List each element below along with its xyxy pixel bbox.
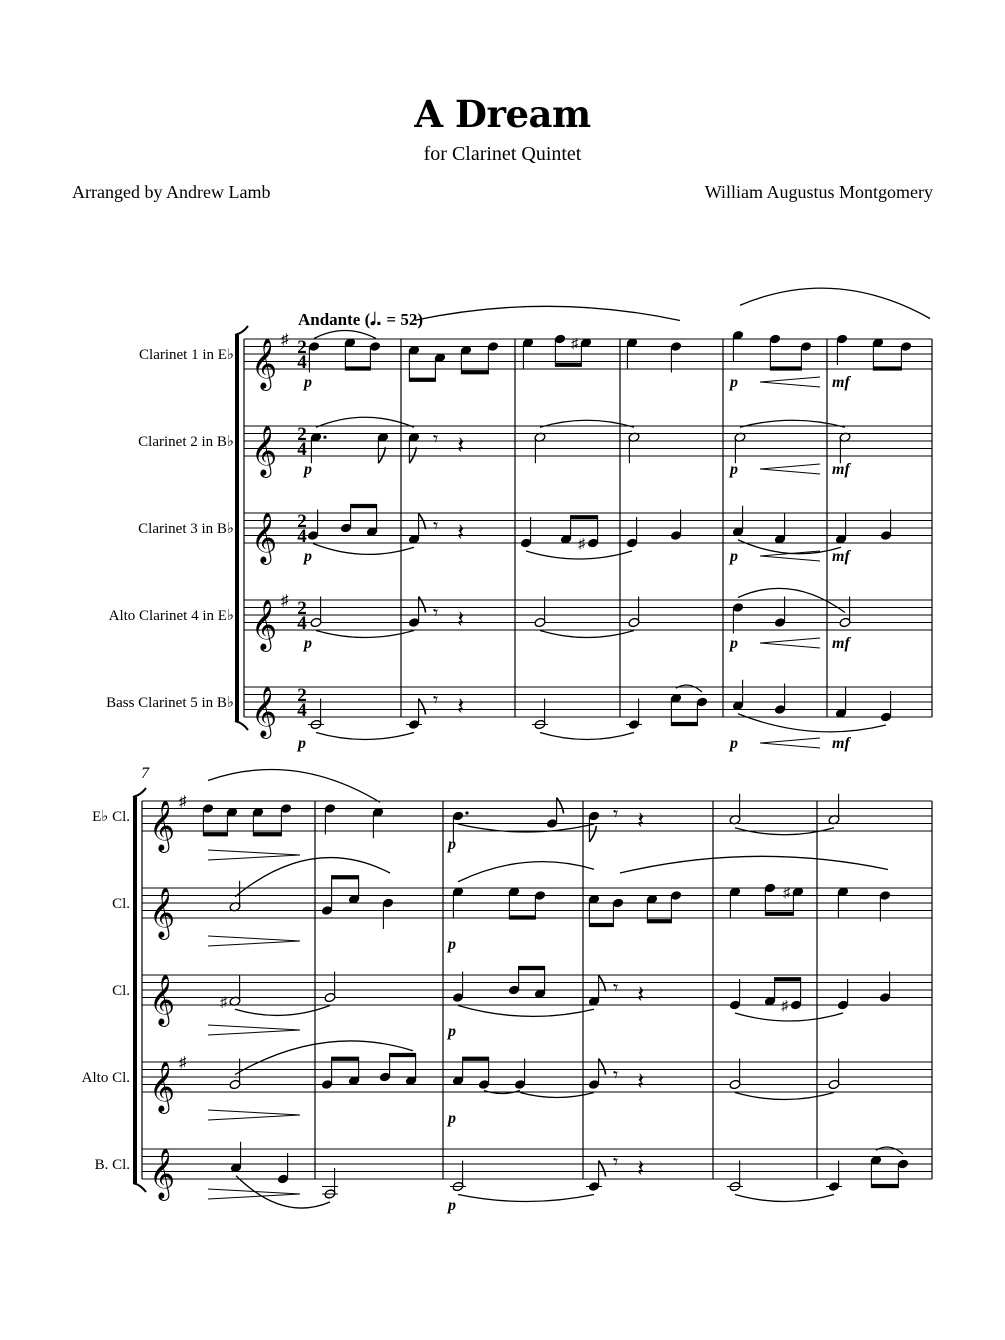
note bbox=[310, 432, 327, 463]
dotted-half-note-symbol: 𝅗𝅥. bbox=[370, 310, 383, 330]
slur bbox=[876, 1147, 903, 1154]
note bbox=[308, 341, 320, 372]
dynamic-p: p bbox=[448, 1197, 456, 1214]
note bbox=[324, 972, 336, 1003]
key-sharp-icon: ♯ bbox=[281, 332, 289, 348]
dot bbox=[465, 811, 468, 814]
tempo-marking bbox=[298, 310, 423, 330]
treble-clef-icon: 𝄞 bbox=[251, 339, 278, 388]
note bbox=[774, 684, 786, 715]
treble-clef-icon: 𝄞 bbox=[149, 975, 176, 1024]
note bbox=[520, 517, 532, 548]
eighth-rest-icon: 𝄾 bbox=[433, 515, 439, 538]
piece-title: A Dream bbox=[414, 92, 591, 136]
dynamic-p: p bbox=[730, 461, 738, 478]
dynamic-mf: mf bbox=[832, 461, 850, 478]
note bbox=[372, 807, 384, 838]
treble-clef-icon: 𝄞 bbox=[251, 600, 278, 649]
note bbox=[534, 432, 546, 463]
key-sharp-icon: ♯ bbox=[179, 794, 187, 810]
quarter-rest-icon: 𝄽 bbox=[637, 1069, 645, 1095]
time-signature-denominator: 4 bbox=[297, 526, 307, 547]
eighth-rest-icon: 𝄾 bbox=[613, 803, 619, 826]
beamed-pair bbox=[332, 875, 359, 910]
flag bbox=[599, 1161, 606, 1177]
note bbox=[522, 338, 534, 369]
note bbox=[732, 680, 744, 711]
dynamic-p: p bbox=[448, 936, 456, 953]
flag bbox=[419, 513, 426, 529]
slur bbox=[458, 1195, 594, 1202]
instrument-name: Clarinet 3 in B♭ bbox=[138, 521, 234, 537]
bracket-top bbox=[133, 788, 146, 797]
dynamic-mf: mf bbox=[832, 635, 850, 652]
eighth-rest-icon: 𝄾 bbox=[613, 1151, 619, 1174]
time-signature-denominator: 4 bbox=[297, 352, 307, 373]
slur bbox=[235, 858, 390, 897]
treble-clef-icon: 𝄞 bbox=[251, 513, 278, 562]
dynamic-p: p bbox=[730, 548, 738, 565]
slur bbox=[458, 1006, 594, 1017]
note bbox=[727, 1161, 743, 1192]
dynamic-p: p bbox=[730, 374, 738, 391]
note bbox=[826, 1161, 842, 1192]
eighth-rest-icon: 𝄾 bbox=[433, 602, 439, 625]
note bbox=[835, 687, 847, 718]
bracket-bottom bbox=[235, 721, 248, 730]
slur bbox=[676, 685, 702, 692]
note bbox=[729, 1059, 741, 1090]
note bbox=[308, 699, 324, 730]
slur bbox=[316, 631, 414, 638]
note bbox=[828, 1059, 840, 1090]
note bbox=[628, 597, 640, 628]
crescendo-hairpin bbox=[760, 638, 820, 648]
slur bbox=[526, 551, 632, 559]
time-signature-numerator: 2 bbox=[297, 424, 307, 445]
slur bbox=[316, 733, 414, 740]
instrument-name-short: B. Cl. bbox=[94, 1157, 130, 1173]
bracket-bottom bbox=[133, 1183, 146, 1192]
quarter-rest-icon: 𝄽 bbox=[637, 1156, 645, 1182]
note bbox=[837, 887, 849, 918]
note bbox=[277, 1153, 289, 1184]
note bbox=[732, 602, 744, 633]
note bbox=[310, 597, 322, 628]
note bbox=[626, 699, 642, 730]
crescendo-hairpin bbox=[760, 464, 820, 474]
slur bbox=[208, 769, 380, 802]
note bbox=[322, 1168, 338, 1199]
staff-system2 bbox=[142, 1149, 932, 1179]
eighth-rest-icon: 𝄾 bbox=[613, 977, 619, 1000]
flag bbox=[419, 597, 426, 613]
treble-clef-icon: 𝄞 bbox=[149, 1062, 176, 1111]
accidental-sharp-icon: ♯ bbox=[578, 537, 585, 552]
slur bbox=[738, 714, 886, 732]
dot bbox=[323, 436, 326, 439]
note bbox=[230, 1142, 242, 1173]
decrescendo-hairpin bbox=[208, 850, 300, 860]
slur bbox=[740, 288, 930, 318]
slur bbox=[415, 306, 680, 320]
flag bbox=[599, 1059, 606, 1075]
key-sharp-icon: ♯ bbox=[179, 1055, 187, 1071]
note bbox=[836, 334, 848, 365]
flag bbox=[589, 826, 596, 842]
time-signature-numerator: 2 bbox=[297, 337, 307, 358]
dynamic-p: p bbox=[448, 1110, 456, 1127]
decrescendo-hairpin bbox=[208, 1110, 300, 1120]
staff-system1 bbox=[244, 600, 932, 630]
flag bbox=[419, 699, 426, 715]
decrescendo-hairpin bbox=[208, 936, 300, 946]
slur bbox=[458, 862, 594, 882]
dynamic-p: p bbox=[298, 735, 306, 752]
dynamic-p: p bbox=[304, 461, 312, 478]
note bbox=[628, 432, 640, 463]
note bbox=[408, 513, 426, 544]
note bbox=[382, 898, 394, 929]
instrument-name: Bass Clarinet 5 in B♭ bbox=[106, 695, 234, 711]
note bbox=[729, 979, 741, 1010]
note bbox=[670, 341, 682, 372]
note bbox=[588, 975, 606, 1006]
note bbox=[546, 798, 564, 829]
quarter-rest-icon: 𝄽 bbox=[637, 808, 645, 834]
note bbox=[837, 979, 849, 1010]
dynamic-mf: mf bbox=[832, 735, 850, 752]
note bbox=[774, 513, 786, 544]
time-signature-numerator: 2 bbox=[297, 685, 307, 706]
note bbox=[578, 537, 599, 552]
flag bbox=[599, 975, 606, 991]
note bbox=[835, 513, 847, 544]
measure-number: 7 bbox=[141, 765, 149, 782]
treble-clef-icon: 𝄞 bbox=[251, 687, 278, 736]
time-signature-denominator: 4 bbox=[297, 439, 307, 460]
time-signature-denominator: 4 bbox=[297, 700, 307, 721]
beamed-pair bbox=[203, 809, 227, 837]
tempo-value: = 52) bbox=[382, 310, 423, 329]
note bbox=[774, 597, 786, 628]
note bbox=[880, 691, 892, 722]
note bbox=[729, 794, 741, 825]
dynamic-p: p bbox=[304, 374, 312, 391]
staff-system2 bbox=[142, 1062, 932, 1092]
note bbox=[670, 510, 682, 541]
slur bbox=[540, 733, 634, 740]
dynamic-p: p bbox=[448, 1023, 456, 1040]
bracket-bar bbox=[235, 335, 239, 721]
note bbox=[408, 597, 426, 628]
quarter-rest-icon: 𝄽 bbox=[637, 982, 645, 1008]
note bbox=[452, 972, 464, 1003]
time-signature-numerator: 2 bbox=[297, 511, 307, 532]
note bbox=[734, 432, 746, 463]
instrument-name-short: Cl. bbox=[112, 983, 130, 999]
staff-system1 bbox=[244, 687, 932, 717]
staff-system2 bbox=[142, 975, 932, 1005]
staff-system1 bbox=[244, 426, 932, 456]
crescendo-hairpin bbox=[760, 377, 820, 387]
note bbox=[732, 330, 744, 361]
beamed-pair bbox=[409, 350, 435, 382]
note bbox=[514, 1059, 526, 1090]
slur bbox=[735, 1013, 843, 1021]
dynamic-p: p bbox=[304, 548, 312, 565]
beamed-pair bbox=[770, 339, 801, 371]
note bbox=[324, 803, 336, 834]
dynamic-p: p bbox=[730, 635, 738, 652]
slur bbox=[735, 1195, 834, 1202]
quarter-rest-icon: 𝄽 bbox=[457, 520, 465, 546]
slur bbox=[313, 544, 414, 555]
slur bbox=[314, 331, 376, 339]
note bbox=[452, 887, 464, 918]
note bbox=[588, 1059, 606, 1090]
dynamic-p: p bbox=[730, 735, 738, 752]
note bbox=[450, 1161, 466, 1192]
note bbox=[408, 432, 420, 463]
instrument-name-short: Alto Cl. bbox=[81, 1070, 130, 1086]
treble-clef-icon: 𝄞 bbox=[149, 1149, 176, 1198]
accidental-sharp-icon: ♯ bbox=[220, 995, 227, 1011]
note bbox=[626, 517, 638, 548]
eighth-rest-icon: 𝄾 bbox=[433, 689, 439, 712]
note bbox=[532, 699, 548, 730]
note bbox=[626, 338, 638, 369]
flag bbox=[557, 798, 564, 814]
note bbox=[406, 699, 426, 730]
note bbox=[732, 506, 744, 537]
crescendo-hairpin bbox=[760, 551, 820, 561]
piece-subtitle: for Clarinet Quintet bbox=[423, 143, 582, 165]
note bbox=[377, 432, 389, 463]
accidental-sharp-icon: ♯ bbox=[783, 885, 790, 901]
instrument-name: Alto Clarinet 4 in E♭ bbox=[108, 608, 234, 624]
time-signature-numerator: 2 bbox=[297, 598, 307, 619]
slur bbox=[620, 856, 888, 873]
staff-system2 bbox=[142, 801, 932, 831]
flag bbox=[409, 447, 416, 463]
slur bbox=[735, 1093, 834, 1100]
treble-clef-icon: 𝄞 bbox=[149, 801, 176, 850]
quarter-rest-icon: 𝄽 bbox=[457, 694, 465, 720]
composer-credit: William Augustus Montgomery bbox=[704, 182, 933, 202]
quarter-rest-icon: 𝄽 bbox=[457, 607, 465, 633]
instrument-name-short: Cl. bbox=[112, 896, 130, 912]
quarter-rest-icon: 𝄽 bbox=[457, 433, 465, 459]
staff-system2 bbox=[142, 885, 932, 918]
note bbox=[588, 811, 600, 842]
note bbox=[879, 972, 891, 1003]
decrescendo-hairpin bbox=[208, 1025, 300, 1035]
dynamic-p: p bbox=[304, 635, 312, 652]
dynamic-mf: mf bbox=[832, 374, 850, 391]
slur bbox=[235, 1006, 330, 1016]
dynamic-mf: mf bbox=[832, 548, 850, 565]
bracket-top bbox=[235, 326, 248, 335]
crescendo-hairpin bbox=[760, 738, 820, 748]
treble-clef-icon: 𝄞 bbox=[149, 888, 176, 937]
tempo-text: Andante ( bbox=[298, 310, 371, 329]
dynamic-p: p bbox=[448, 836, 456, 853]
note bbox=[828, 794, 840, 825]
instrument-name: Clarinet 2 in B♭ bbox=[138, 434, 234, 450]
note bbox=[839, 432, 851, 463]
note bbox=[879, 890, 891, 921]
slur bbox=[738, 540, 841, 554]
note bbox=[880, 510, 892, 541]
note bbox=[586, 1161, 606, 1192]
eighth-rest-icon: 𝄾 bbox=[613, 1064, 619, 1087]
flag bbox=[378, 447, 385, 463]
note bbox=[534, 597, 546, 628]
accidental-sharp-icon: ♯ bbox=[781, 999, 788, 1014]
accidental-sharp-icon: ♯ bbox=[571, 336, 578, 352]
arranger-credit: Arranged by Andrew Lamb bbox=[72, 182, 271, 202]
note bbox=[729, 887, 741, 918]
treble-clef-icon: 𝄞 bbox=[251, 426, 278, 475]
instrument-name-short: E♭ Cl. bbox=[92, 809, 130, 825]
beamed-pair bbox=[463, 1057, 489, 1085]
key-sharp-icon: ♯ bbox=[281, 593, 289, 609]
note bbox=[307, 510, 319, 541]
time-signature-denominator: 4 bbox=[297, 613, 307, 634]
eighth-rest-icon: 𝄾 bbox=[433, 428, 439, 451]
note bbox=[781, 999, 802, 1014]
instrument-name: Clarinet 1 in E♭ bbox=[139, 347, 234, 363]
bracket-bar bbox=[133, 797, 137, 1183]
